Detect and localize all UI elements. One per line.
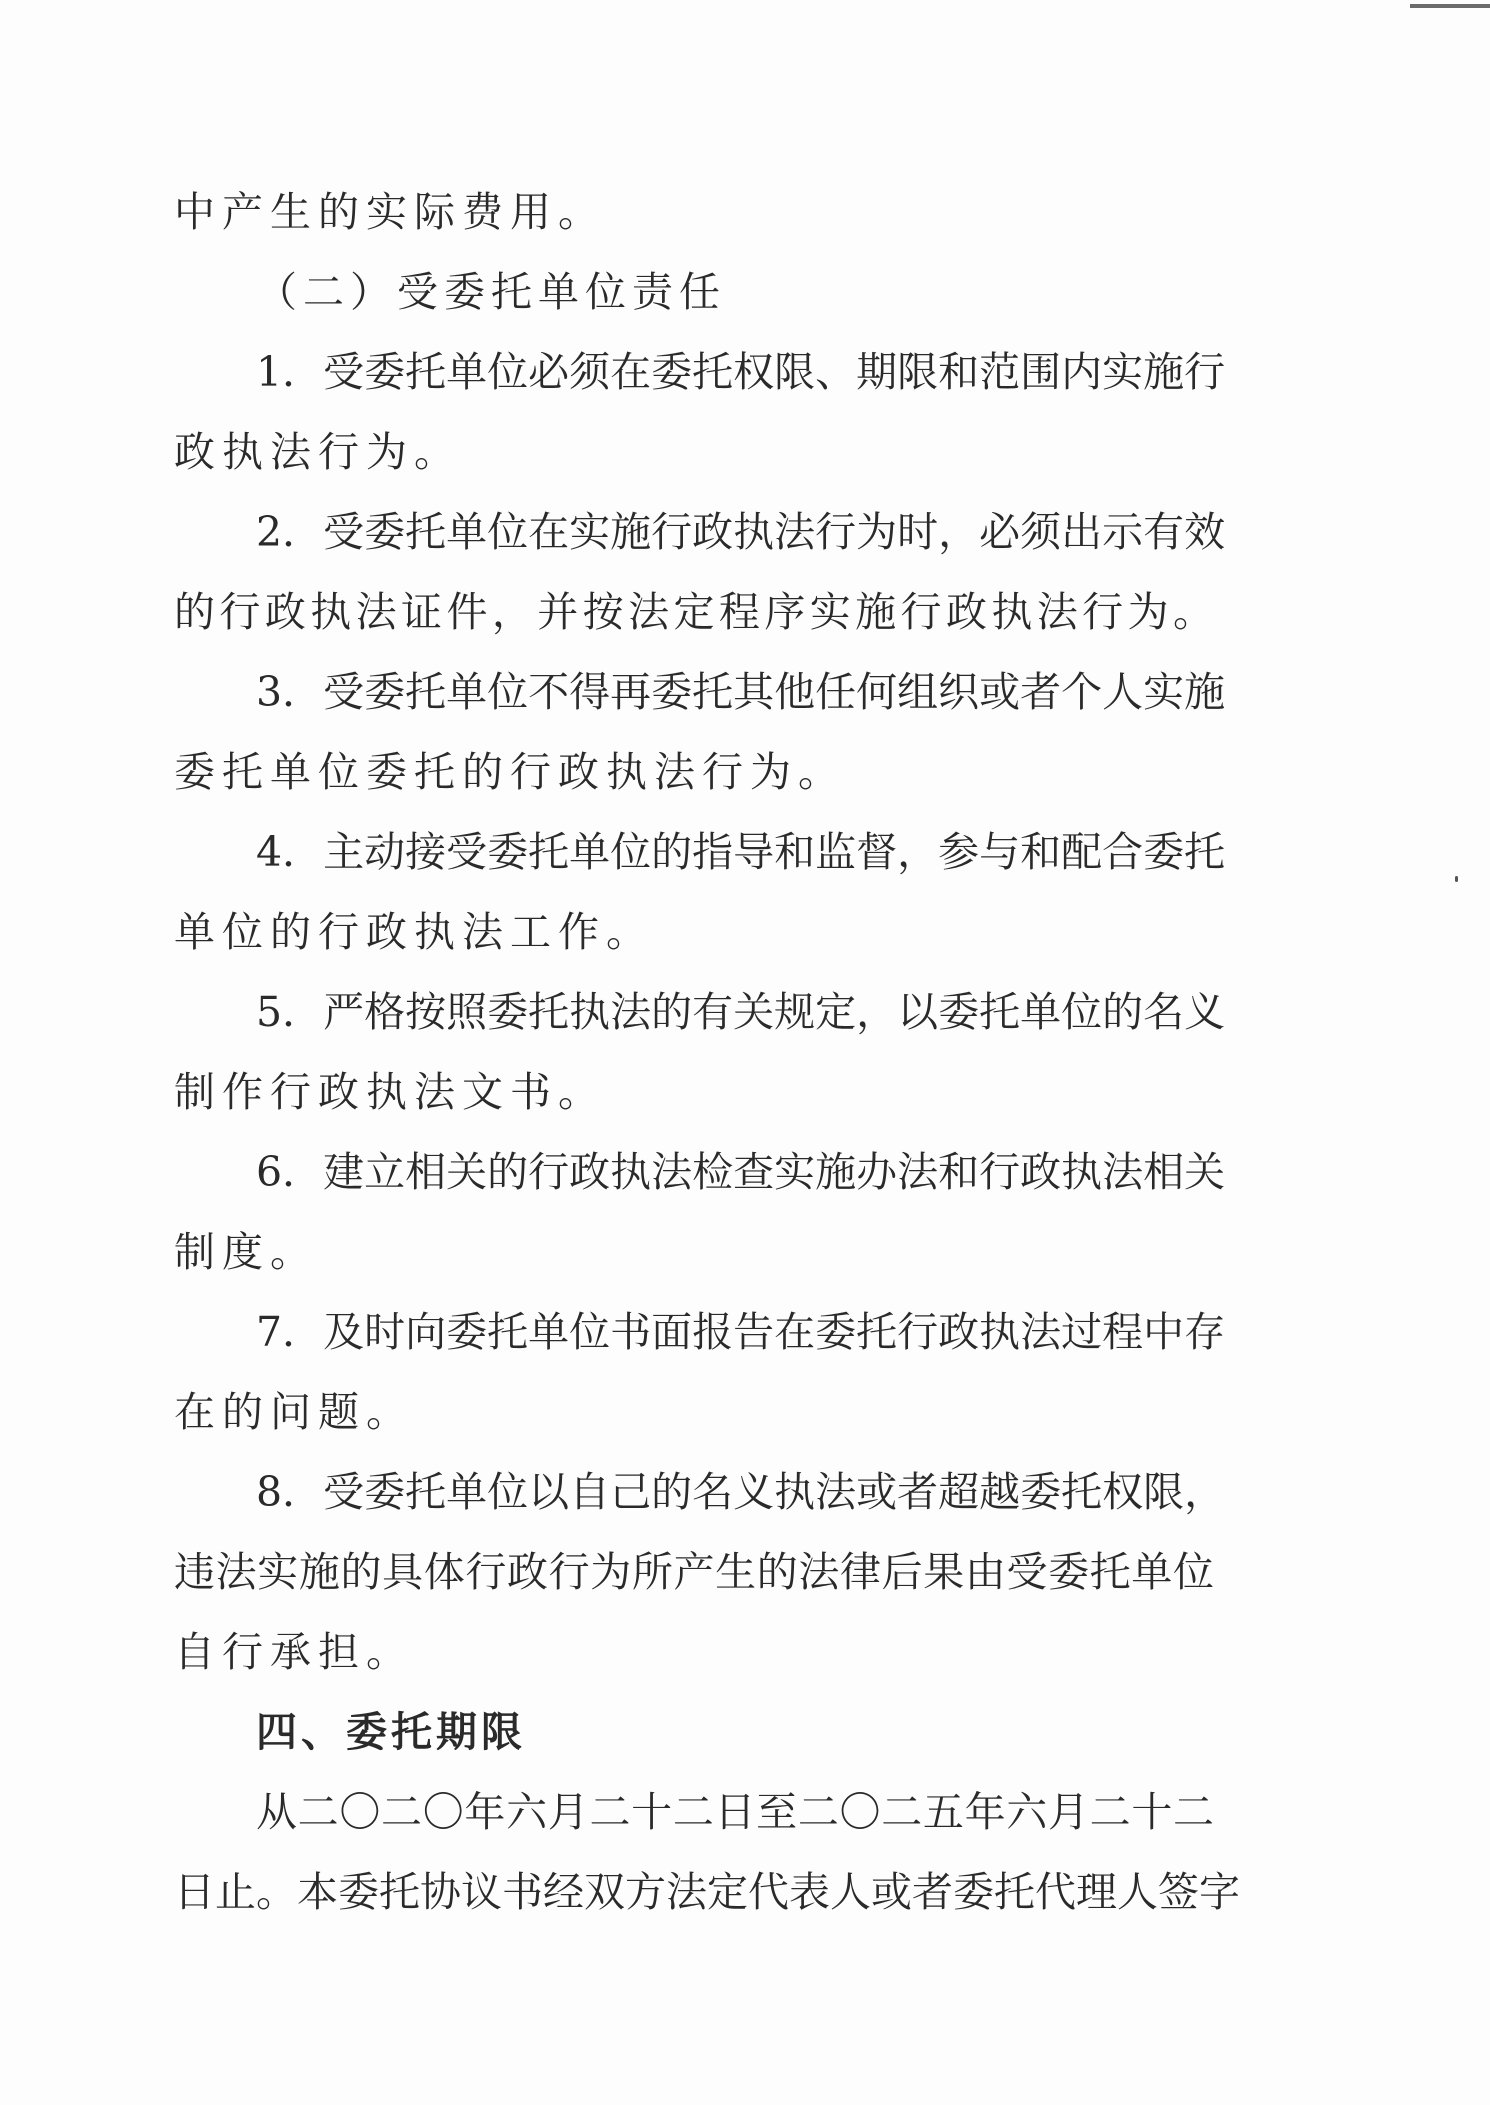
text-line: 在的问题。 xyxy=(174,1388,414,1436)
text-line: 1．受委托单位必须在委托权限、期限和范围内实施行 xyxy=(256,348,1226,396)
text-line: 日止。本委托协议书经双方法定代表人或者委托代理人签字 xyxy=(174,1868,1240,1916)
text-line: 制度。 xyxy=(174,1228,318,1276)
text-line: 6．建立相关的行政执法检查实施办法和行政执法相关 xyxy=(256,1148,1226,1196)
document-body xyxy=(174,172,1240,1932)
text-line: 3．受委托单位不得再委托其他任何组织或者个人实施 xyxy=(256,668,1226,716)
section-heading: 四、委托期限 xyxy=(256,1708,526,1756)
text-line: 自行承担。 xyxy=(174,1628,414,1676)
text-line: 政执法行为。 xyxy=(174,428,462,476)
text-line: 4．主动接受委托单位的指导和监督，参与和配合委托 xyxy=(256,828,1226,876)
text-line: 违法实施的具体行政行为所产生的法律后果由受委托单位 xyxy=(174,1548,1214,1596)
text-line: 制作行政执法文书。 xyxy=(174,1068,606,1116)
subsection-heading: （二）受委托单位责任 xyxy=(256,268,726,316)
scan-speck xyxy=(1455,876,1458,882)
text-line: 8．受委托单位以自己的名义执法或者超越委托权限， xyxy=(256,1468,1226,1516)
text-line: 委托单位委托的行政执法行为。 xyxy=(174,748,846,796)
text-line: 5．严格按照委托执法的有关规定，以委托单位的名义 xyxy=(256,988,1226,1036)
text-line: 7．及时向委托单位书面报告在委托行政执法过程中存 xyxy=(256,1308,1226,1356)
text-line: 单位的行政执法工作。 xyxy=(174,908,654,956)
text-line: 从二〇二〇年六月二十二日至二〇二五年六月二十二 xyxy=(256,1788,1214,1836)
text-line: 的行政执法证件，并按法定程序实施行政执法行为。 xyxy=(174,588,1214,636)
text-line: 2．受委托单位在实施行政执法行为时，必须出示有效 xyxy=(256,508,1226,556)
scan-edge-mark xyxy=(1410,4,1490,8)
text-line: 中产生的实际费用。 xyxy=(174,188,606,236)
